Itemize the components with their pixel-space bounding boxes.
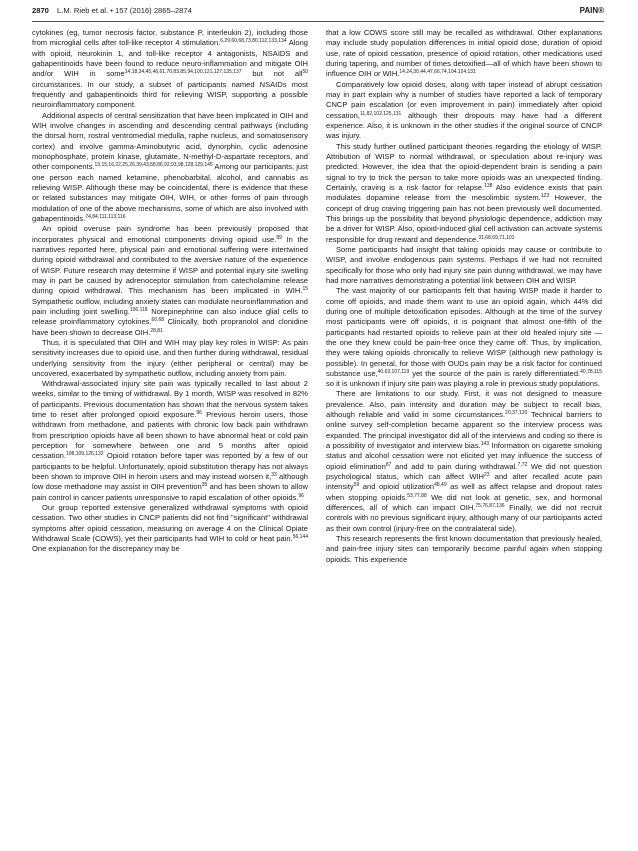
- article-citation: L.M. Rieb et al. • 157 (2016) 2865–2874: [57, 6, 192, 15]
- citation-ref: 13,15,16,22,25,26,39,43,58,86,92,93,98,128,129,145: [94, 162, 213, 169]
- citation-ref: 11,82,102,125,131: [359, 110, 402, 117]
- paragraph-text: Previous heroin users, those withdrawn from methadone, and patients with chronic low back pain withdrawn from prescription opioids have all been shown to have abnormal heat or cold pain perception for somewhere between one and 5 months after opioid cessation.: [32, 410, 308, 461]
- paragraph-text: yet the source of the pain is rarely differentiated.: [409, 368, 581, 378]
- paragraph: [326, 142, 602, 245]
- paragraph-text: Withdrawal-associated injury site pain was typically recalled to last about 2 weeks, similar to the timing of withdrawal. By 1 month, WISP was resolved in 82% of participants. Previous documentation has shown that the nervous system takes time to reset after prolonged opioid exposure.: [32, 379, 308, 420]
- citation-ref: 14,24,30,44,47,66,74,104,124,131: [399, 69, 476, 76]
- paragraph-text: cytokines (eg, tumor necrosis factor, substance P, interleukin 2), including those from microglial cells after toll-like receptor 4 stimulation.: [32, 28, 308, 48]
- paragraph-text: Sympathetic outflow, including anxiety states can modulate neuroinflammation and pain including joint swelling.: [32, 296, 308, 316]
- paragraph-text: Some participants had insight that taking opioids may cause or contribute to WISP, and involve endogenous pain systems. Perhaps if we had not recruited specifically for those who only had injury site pain during withdrawal, we may have had more narratives demonstrating a potential link between OIH and WISP.: [326, 244, 602, 285]
- citation-ref: 33: [271, 472, 277, 479]
- paragraph-text: but not all: [241, 69, 303, 79]
- citation-ref: 60,68: [151, 317, 165, 324]
- paragraph-text: circumstances. In our study, a subset of participants named NSAIDs most frequently and gabapentinoids third for relieving WISP, supporting a possible neuroinflammatory component.: [32, 79, 308, 110]
- paragraph-text: In the narratives reported here, physical pain and emotional suffering were intertwined during opioid withdrawal and contributed to the aversive nature of the experience of WISP. Future research may determine if WISP and potential injury site swelling may in part be caused by adrenoceptor stimulation from catecholamine release during opioid withdrawal. This mechanism has been implicated in WIH.: [32, 234, 308, 296]
- header-rule: [32, 21, 604, 22]
- paragraph-text: and opioid utilization: [359, 482, 435, 492]
- paragraph-text: There are limitations to our study. First, it was not designed to measure prevalence. Also, pain intensity and duration may be subject to recall bias, although reliable and valid in some circumstances.: [326, 389, 602, 420]
- paragraph-text: Technical barriers to online survey self-completion became apparent so the interview process was expanded. The principal investigator did all of the interviews and coding so there is a possibility of investigator and interview bias.: [326, 410, 602, 451]
- paragraph-text: Finally, we did not recruit controls with no previous significant injury, although many of our participants acted as their own control (injury-free on the contralateral side).: [326, 503, 602, 533]
- citation-ref: 123: [540, 193, 550, 200]
- paragraph-text: This study further outlined participant theories regarding the etiology of WISP. Attribution of WISP to normal withdrawal, or speculation about re-injury was predicted. However, the idea that the opioid-dependent brain is sending a pain signal to try to trick the person to take more opioids was an unexpected finding. Certainly, craving is a risk factor for relapse.: [326, 141, 602, 192]
- paragraph-text: Comparatively low opioid doses, along with taper instead of abrupt cessation may in part explain why a number of studies have reported a lack of temporary CNCP pain escalation (or even improvement in pain) immediately after opioid cessation,: [326, 79, 602, 120]
- paragraph-text: The vast majority of our participants felt that having WISP made it harder to come off opioids, and made them want to use an opioid again, which 44% did during one of multiple detoxification episodes. Although at the time of the survey most participants were off opioids, it is poignant that almost one-fifth of the participants had restarted opioids to relieve pain at their old healed injury site — the one they knew could be pain-free once they came off. Thus, by implication, they were taking opioids chronically to relieve WISP (although new pathology is possible). In general, for those with OUDs pain may be a risk factor for continued substance use,: [326, 286, 602, 378]
- citation-ref: 143: [480, 441, 490, 448]
- citation-ref: 35: [201, 482, 208, 489]
- citation-ref: 59: [353, 482, 360, 489]
- paragraph: [32, 224, 308, 338]
- citation-ref: 53,77,88: [407, 492, 427, 499]
- citation-ref: 48,49: [434, 482, 447, 489]
- paragraph-text: and add to pain during withdrawal.: [391, 461, 518, 471]
- left-column: [32, 28, 308, 840]
- citation-ref: 138: [484, 182, 493, 189]
- paragraph-text: as well as affect relapse and dropout rates when stopping opioids.: [326, 482, 602, 502]
- paragraph: [326, 534, 602, 565]
- paragraph-text: Among our participants, just one person each named ketamine, phenobarbital, alcohol, and cannabis as relieving WISP. Although these may be coincidental, there is evidence that these or related substances may mitigate OIH, WIH, or other forms of pain through modulation of one of the above mechanisms, some of which are also involved with gabapentinoids.: [32, 162, 308, 223]
- citation-ref: 108,109,126,132: [65, 451, 104, 458]
- paragraph-text: Thus, it is speculated that OIH and WIH may play key roles in WISP: As pain sensitivity increases due to opioid use, and then further during withdrawal, residual underlying sensitivity from the injury (either peripheral or central) may be uncovered, exacerbated by sympathetic outflow, including anxiety from pain.: [32, 337, 308, 378]
- paragraph-text: and alter recalled acute pain intensity: [326, 472, 602, 492]
- citation-ref: 40,78,115: [580, 368, 602, 375]
- paragraph-text: Opioid rotation before taper was reported by a few of our participants to be helpful. Unfortunately, opioid substitution therapy has not always been shown to improve OIH in heroin users and may instead worsen it,: [32, 451, 308, 482]
- paragraph: [326, 389, 602, 534]
- running-header: [32, 6, 604, 20]
- paragraph-text: and has been shown to allow pain control in cancer patients unresponsive to rapid escalation of other opioids.: [32, 482, 308, 502]
- citation-ref: 89: [276, 234, 282, 241]
- citation-ref: 14,18,34,45,46,61,70,83,85,94,100,121,127,135,137: [124, 69, 242, 76]
- paragraph: [32, 338, 308, 379]
- paragraph: [32, 111, 308, 225]
- paragraph-text: so it is unknown if injury site pain was playing a role in previous study populations.: [326, 379, 600, 389]
- paragraph-text: We did not question psychological status, which can affect WIH: [326, 461, 602, 482]
- citation-ref: 50: [302, 69, 308, 76]
- citation-ref: 20,37,120: [505, 410, 528, 417]
- paragraph-text: Norepinephrine can also induce glial cells to release proinflammatory cytokines.: [32, 306, 308, 327]
- paragraph-text: One explanation for the discrepancy may be: [32, 544, 180, 554]
- citation-ref: 28,81: [150, 327, 163, 334]
- right-column: [326, 28, 602, 840]
- paragraph-text: Clinically, both propranolol and clonidine have been shown to decrease OIH.: [32, 317, 308, 337]
- paragraph: [326, 28, 602, 80]
- paragraph: [32, 379, 308, 503]
- citation-ref: 96: [298, 492, 304, 499]
- paragraph-text: Additional aspects of central sensitization that have been implicated in OIH and WIH involve changes in ascending and descending central pathways (including the dorsal horn, rostral ventromedial medulla, raphe nucleus, and somatosensory cortex) and involve gamma-Aminobutyric acid, dynorphin, cyclic adenosine monophosphate, protein kinase, glutamate, N-methyl-D-aspartate receptors, and other components.: [32, 110, 308, 172]
- citation-ref: 106,118: [129, 306, 148, 313]
- citation-ref: 74,84,111,113,116: [85, 213, 126, 220]
- citation-ref: 75,76,87,136: [475, 503, 505, 510]
- paragraph-text: Information on cigarette smoking status and alcohol cessation were not elicited yet may influence the success of opioid elimination: [326, 441, 602, 471]
- paragraph: [32, 503, 308, 555]
- paragraph-text: Also evidence exists that pain modulates dopamine release from the mesolimbic system.: [326, 182, 602, 203]
- citation-ref: 40,63,107,119: [377, 368, 410, 375]
- citation-ref: 23: [484, 472, 490, 479]
- paragraph-text: Our group reported extensive generalized withdrawal symptoms with opioid cessation. Two other studies in CNCP patients did not find "significant" withdrawal symptoms after opioid cessation, measuring on average 4 on the Clinical Opiate Withdrawal Scale (COWS), yet their participants had WIH to cold or heat pain.: [32, 503, 308, 544]
- citation-ref: 6,29,60,68,73,80,112,133,134: [220, 38, 287, 45]
- paragraph-text: However, the concept of drug craving triggering pain has not been previously well documented. This brings up the possibility that beyond physiologic dependence, addiction may be a driver for WISP. Also, opioid-induced glial cell activation can activate systems responsible for drug reward and dependence.: [326, 193, 602, 244]
- page-number: 2870: [32, 6, 49, 15]
- citation-ref: 7,72: [517, 461, 528, 468]
- paragraph: [326, 245, 602, 286]
- citation-ref: 96: [196, 410, 202, 417]
- paragraph-text: Along with opioid, neurokinin 1, and toll-like receptor 4 antagonists, NSAIDS and gabapentinoids have been found to reduce neuro-inflammation and mitigate OIH and/or WIH in some: [32, 38, 308, 79]
- citation-ref: 87: [385, 461, 392, 468]
- journal-name: PAIN®: [579, 6, 604, 15]
- paragraph-text: although low dose methadone may assist in OIH prevention: [32, 472, 308, 492]
- paragraph-text: An opioid overuse pain syndrome has been previously proposed that incorporates physical and emotional components driving opioid use.: [32, 224, 308, 244]
- citation-ref: 31,68,69,71,101: [478, 234, 515, 241]
- paragraph-text: although their dropouts may have had a different experience. Also, it is unknown in the other studies if the original source of CNCP was injury.: [326, 110, 602, 141]
- paragraph-text: We did not look at genetic, sex, and hormonal differences, all of which can impact OIH.: [326, 492, 602, 513]
- paragraph: [326, 286, 602, 389]
- citation-ref: 56,144: [292, 534, 308, 541]
- citation-ref: 15: [302, 286, 308, 293]
- paragraph: [32, 28, 308, 111]
- paragraph-text: This research represents the first known documentation that previously healed, and pain-free injury sites can temporarily become painful again when stopping opioids. This experience: [326, 534, 602, 564]
- paragraph: [326, 80, 602, 142]
- paragraph-text: that a low COWS score still may be recalled as withdrawal. Other explanations may include study population differences in initial opioid dose, duration of opioid use, rate of opioid cessation, presence of opioid rotation, other medications used during tapering, and number of times detoxified—all of which have been shown to influence OIH or WIH.: [326, 28, 602, 79]
